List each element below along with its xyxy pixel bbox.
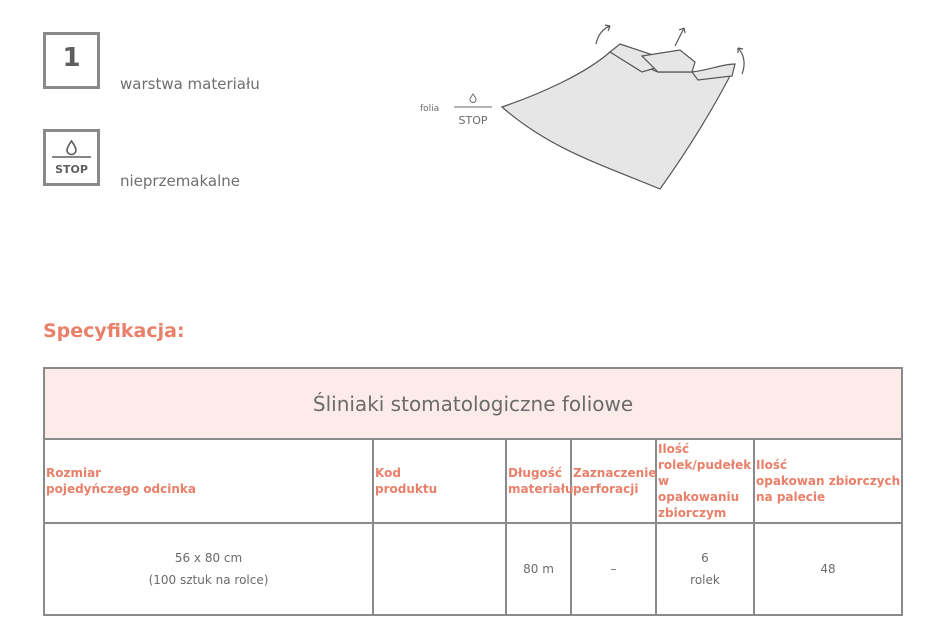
header-pallet: Ilość opakowan zbiorczych na palecie: [754, 439, 902, 523]
bib-illustration: [410, 14, 770, 194]
cell-perforation: –: [571, 523, 656, 615]
spec-table: [43, 367, 903, 616]
feature-label-waterproof: nieprzemakalne: [120, 172, 241, 190]
header-size: Rozmiar pojedyńczego odcinka: [44, 439, 373, 523]
header-length: Długość materiału: [506, 439, 571, 523]
header-rolls: Ilość rolek/pudełek w opakowaniu zbiorczym: [656, 439, 754, 523]
feature-label-layers: warstwa materiału: [120, 75, 260, 93]
header-code: Kod produktu: [373, 439, 506, 523]
cell-code: [373, 523, 506, 615]
arrow-middle: [675, 28, 684, 46]
cell-rolls: 6 rolek: [656, 523, 754, 615]
folia-label: folia: [420, 104, 440, 114]
stop-label: STOP: [458, 114, 488, 127]
cell-pallet: 48: [754, 523, 902, 615]
table-title: Śliniaki stomatologiczne foliowe: [44, 368, 902, 439]
drop-stop-graphic: [46, 132, 97, 183]
table-row: [44, 523, 902, 615]
number-one-icon: [43, 32, 100, 89]
icon-number: 1: [62, 43, 81, 73]
spec-heading: Specyfikacja:: [43, 320, 185, 342]
arrow-right: [738, 48, 744, 74]
arrow-left: [596, 26, 610, 44]
drop-icon: [470, 94, 476, 103]
stop-text: STOP: [55, 163, 88, 176]
cell-size: 56 x 80 cm (100 sztuk na rolce): [44, 523, 373, 615]
drop-stop-icon: [43, 129, 100, 186]
table-header-row: [44, 439, 902, 523]
header-perforation: Zaznaczenie perforacji: [571, 439, 656, 523]
cell-length: 80 m: [506, 523, 571, 615]
